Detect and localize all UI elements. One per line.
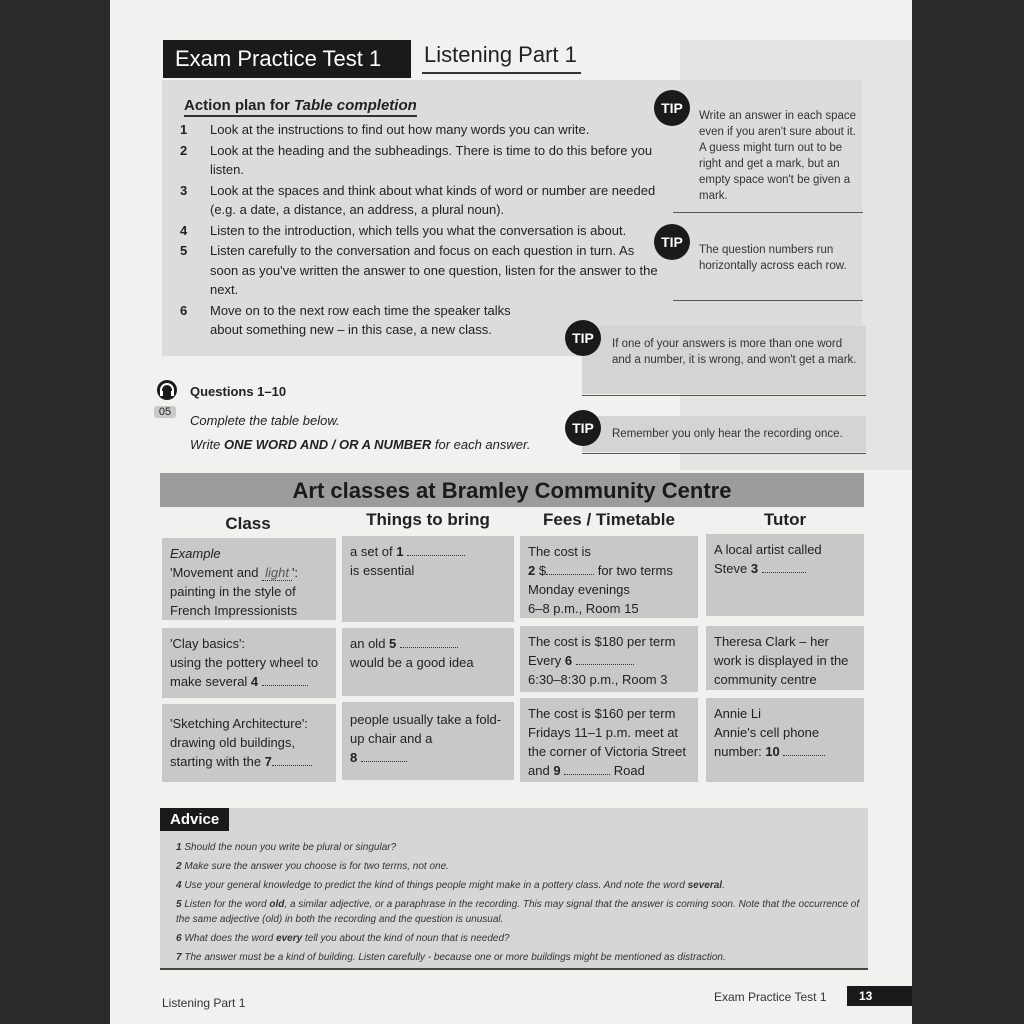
action-plan-steps	[180, 120, 660, 341]
table-cell: 'Clay basics': using the pottery wheel to make several 4	[162, 628, 336, 698]
tip-text: The question numbers run horizontally across each row.	[699, 244, 847, 272]
step: 5 Listen carefully to the conversation and focus on each question in turn. As soon as you've written the answer to one question, listen for the answer to the next.	[180, 243, 658, 297]
column-header: Class	[225, 514, 271, 533]
tip-divider	[582, 453, 866, 454]
answer-blank[interactable]	[762, 561, 806, 573]
table-cell: Annie Li Annie's cell phone number: 10	[706, 698, 864, 782]
footer-right: Exam Practice Test 1	[714, 990, 827, 1004]
tip-text: If one of your answers is more than one word and a number, it is wrong, and won't get a mark.	[582, 326, 866, 394]
advice-list	[176, 840, 866, 969]
table-cell: people usually take a fold-up chair and a 8	[342, 702, 514, 780]
advice-item: 2 Make sure the answer you choose is for two terms, not one.	[176, 861, 449, 872]
step: 4 Listen to the introduction, which tells you what the conversation is about.	[180, 222, 627, 238]
table-title: Art classes at Bramley Community Centre	[160, 473, 864, 507]
advice-item: 5 Listen for the word old, a similar adjective, or a paraphrase in the recording. This may signal that the answer is coming soon. Note that the occurrence of the same adjective (old) in both the recording and the question is unusual.	[176, 899, 860, 925]
answer-blank[interactable]	[262, 674, 308, 686]
column-header: Tutor	[763, 510, 807, 529]
column-header: Fees / Timetable	[543, 510, 675, 529]
footer-left: Listening Part 1	[162, 996, 246, 1010]
advice-divider	[160, 968, 868, 970]
answer-blank[interactable]	[407, 544, 465, 556]
table-cell: Theresa Clark – her work is displayed in the community centre	[706, 626, 864, 690]
step: 3 Look at the spaces and think about what kinds of word or number are needed (e.g. a date, a distance, an address, a plural noun).	[180, 182, 656, 217]
answer-blank[interactable]	[576, 653, 634, 665]
advice-item: 6 What does the word every tell you about the kind of noun that is needed?	[176, 933, 510, 944]
table-cell: The cost is 2 $ for two terms Monday evenings 6–8 p.m., Room 15	[520, 536, 698, 618]
tip-text: Remember you only hear the recording once.	[582, 416, 866, 452]
table-cell: A local artist called Steve 3	[706, 534, 864, 616]
advice-tag: Advice	[160, 808, 229, 831]
answer-blank[interactable]	[564, 763, 610, 775]
answer-blank[interactable]	[546, 563, 594, 575]
questions-instructions: Complete the table below. Write ONE WORD AND / OR A NUMBER for each answer.	[190, 413, 531, 452]
headphones-icon	[156, 380, 178, 400]
table-cell: The cost is $160 per term Fridays 11–1 p.m. meet at the corner of Victoria Street and 9 Road	[520, 698, 698, 782]
step: 6 Move on to the next row each time the speaker talks about something new – in this case, a new class.	[180, 302, 511, 337]
questions-title: Questions 1–10	[190, 384, 287, 399]
example-answer: light	[262, 565, 292, 581]
step: 1 Look at the instructions to find out how many words you can write.	[180, 122, 590, 137]
advice-item: 1 Should the noun you write be plural or singular?	[176, 842, 397, 853]
column-header: Things to bring	[366, 510, 490, 529]
answer-blank[interactable]	[272, 754, 312, 766]
table-cell: The cost is $180 per term Every 6 6:30–8:30 p.m., Room 3	[520, 626, 698, 692]
tip-divider	[673, 300, 863, 301]
action-plan-title: Action plan for Table completion	[184, 97, 417, 117]
tip-divider	[582, 395, 866, 396]
tip-badge: TIP	[565, 410, 601, 446]
part-label: Listening Part 1	[422, 42, 581, 74]
table-cell: a set of 1 is essential	[342, 536, 514, 622]
tip-badge: TIP	[565, 320, 601, 356]
advice-item: 4 Use your general knowledge to predict the kind of things people might make in a pottery class. And note the word several.	[176, 880, 725, 891]
table-cell: 'Sketching Architecture': drawing old buildings, starting with the 7	[162, 704, 336, 782]
test-label: Exam Practice Test 1	[163, 40, 411, 78]
answer-blank[interactable]	[400, 636, 458, 648]
table-cell: Example 'Movement and light ': painting in the style of French Impressionists	[162, 538, 336, 620]
advice-item: 7 The answer must be a kind of building. Listen carefully - because one or more buildings might be mentioned as distraction.	[176, 952, 726, 963]
track-number: 05	[154, 406, 176, 418]
page	[110, 0, 912, 1024]
table-cell: an old 5 would be a good idea	[342, 628, 514, 696]
tip-badge: TIP	[654, 90, 690, 126]
answer-blank[interactable]	[783, 744, 825, 756]
answer-blank[interactable]	[361, 750, 407, 762]
page-number: 13	[847, 986, 912, 1006]
tip-text: Write an answer in each space even if you aren't sure about it. A guess might turn out to be right and get a mark, but an empty space won't be given a mark.	[699, 110, 857, 202]
step: 2 Look at the heading and the subheadings. There is time to do this before you listen.	[180, 142, 653, 177]
tip-badge: TIP	[654, 224, 690, 260]
tip-divider	[673, 212, 863, 213]
